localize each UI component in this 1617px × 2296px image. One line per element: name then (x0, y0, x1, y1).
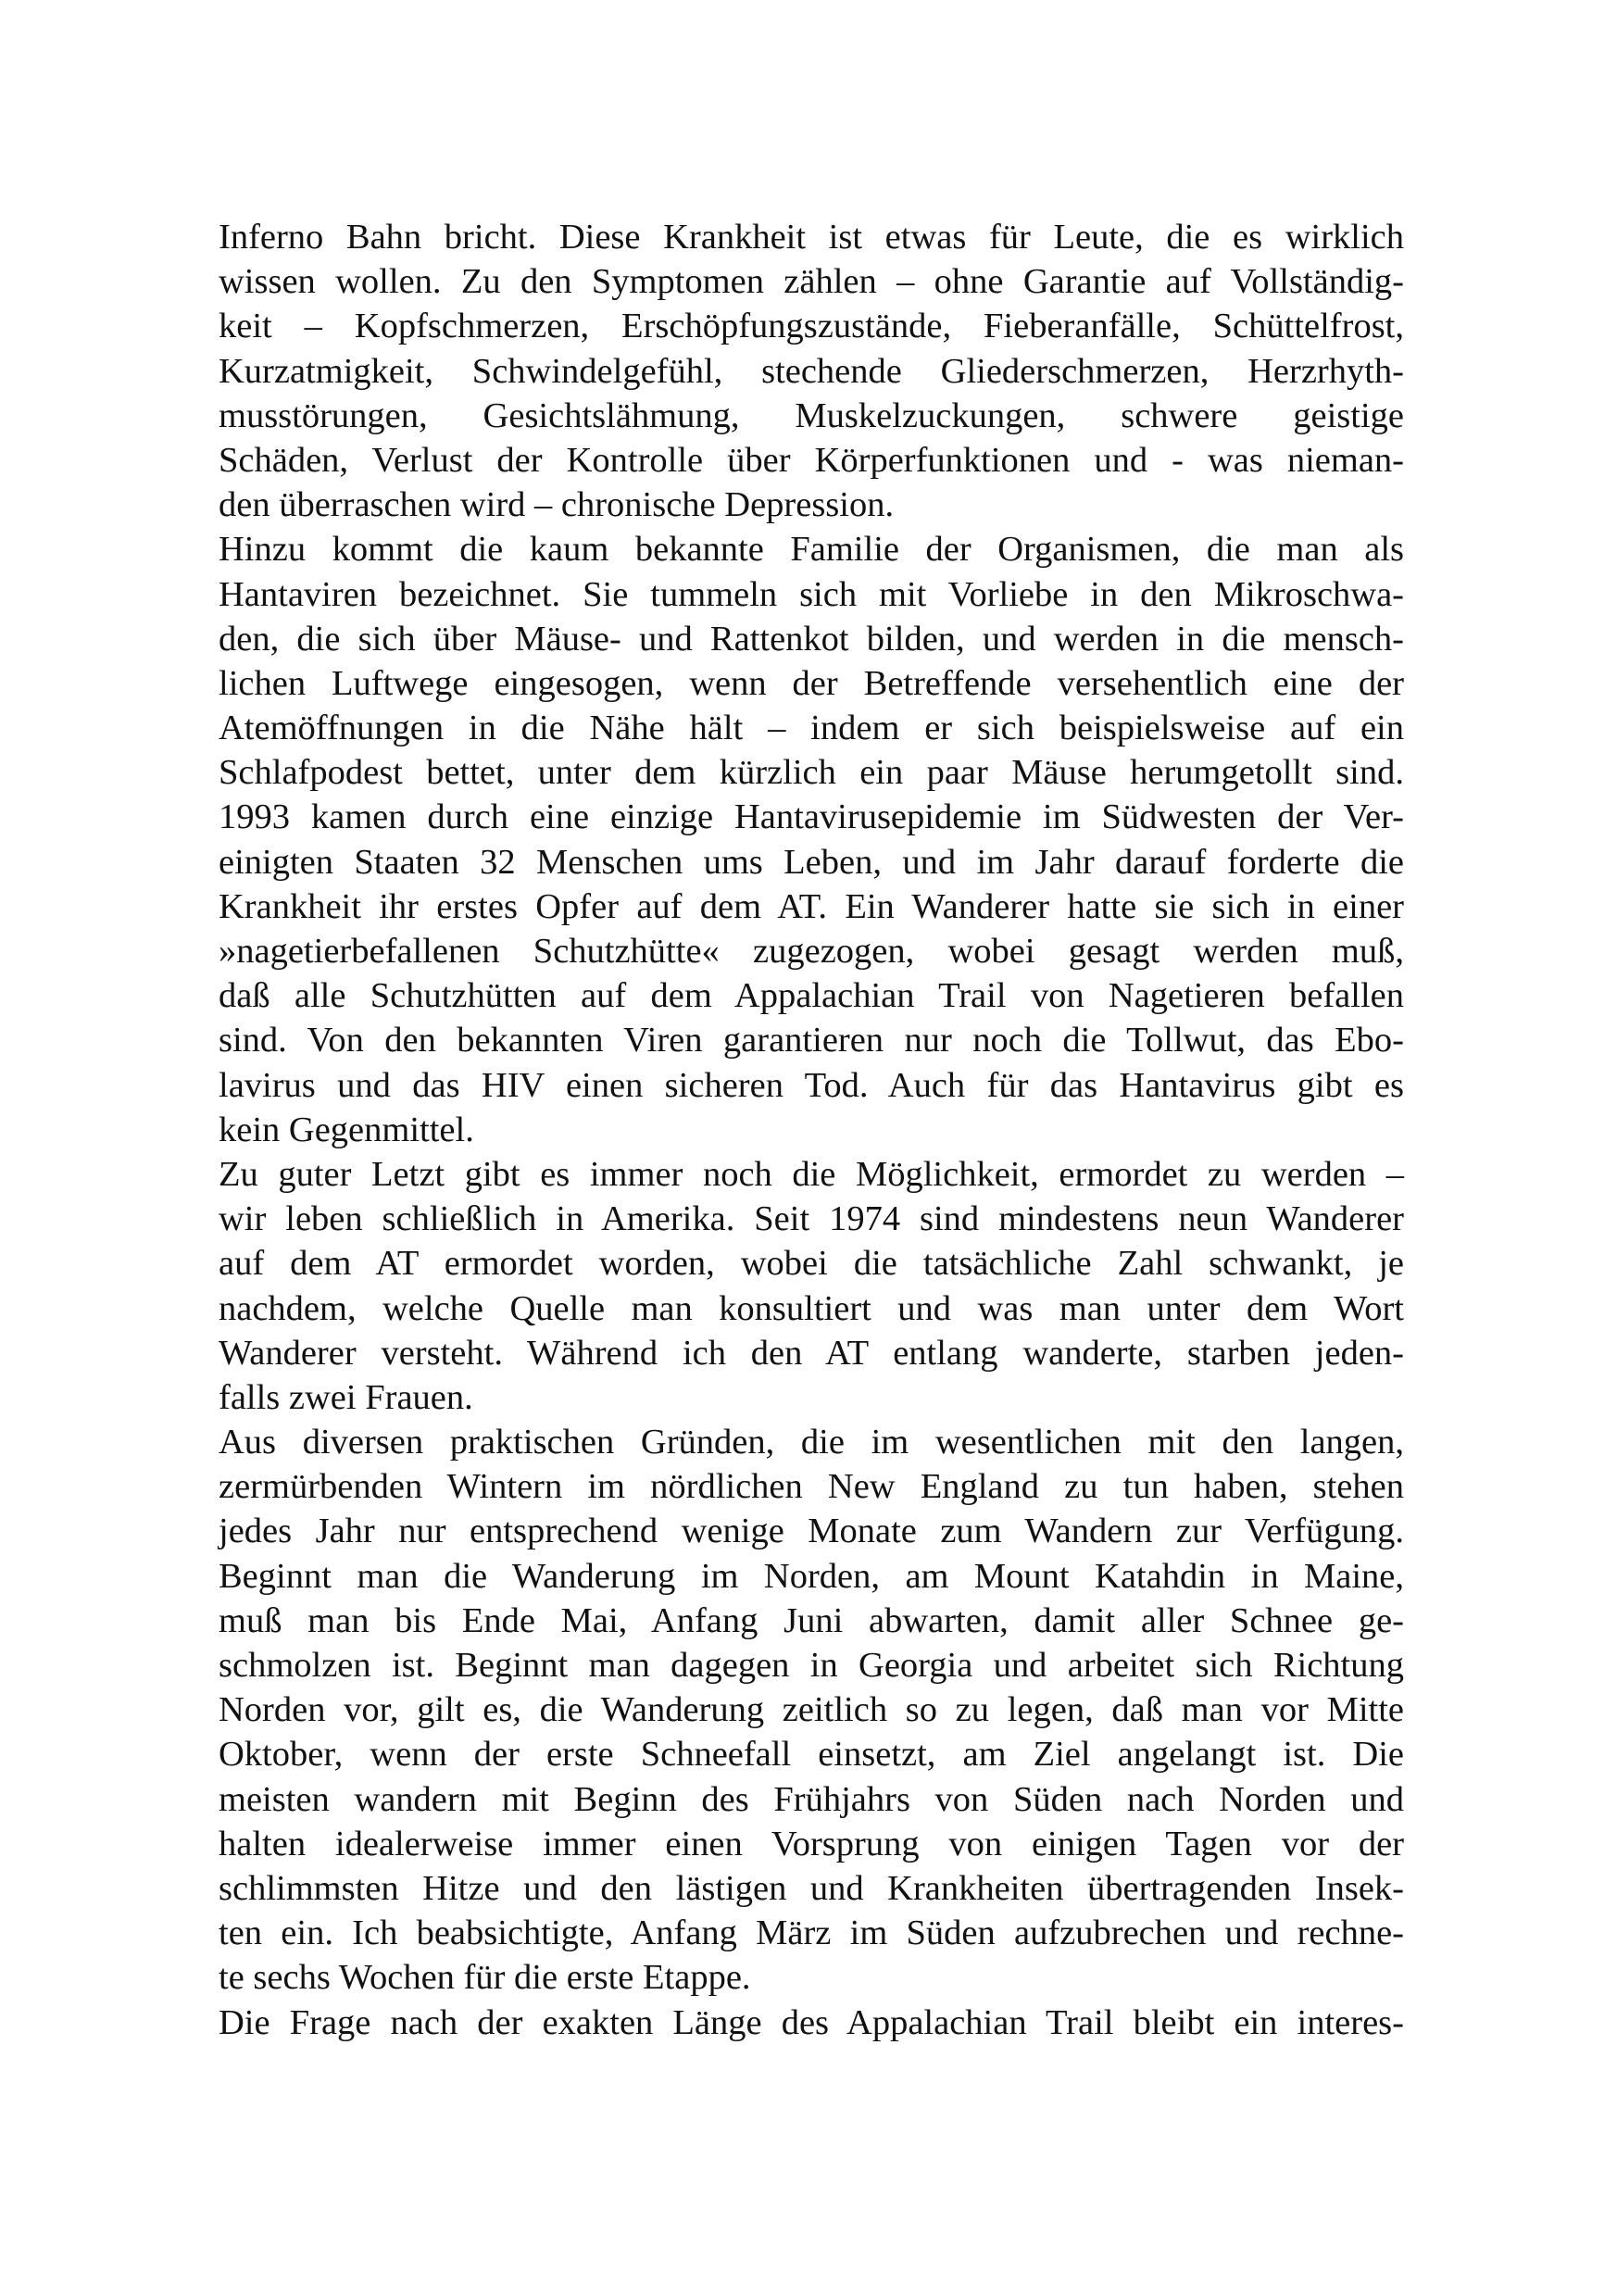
text-line: muß man bis Ende Mai, Anfang Juni abwarten, damit aller Schnee ge- (219, 1600, 1404, 1640)
text-line: lichen Luftwege eingesogen, wenn der Betreffende versehentlich eine der (219, 663, 1404, 703)
text-line: Norden vor, gilt es, die Wanderung zeitlich so zu legen, daß man vor Mitte (219, 1690, 1404, 1730)
text-line: Aus diversen praktischen Gründen, die im wesentlichen mit den langen, (219, 1423, 1404, 1462)
text-line: Atemöffnungen in die Nähe hält – indem er sich beispielsweise auf ein (219, 709, 1404, 748)
paragraph (219, 527, 1404, 1152)
text-line: Kurzatmigkeit, Schwindelgefühl, stechende Gliederschmerzen, Herzrhyth- (219, 351, 1404, 391)
text-line: Zu guter Letzt gibt es immer noch die Möglichkeit, ermordet zu werden – (219, 1154, 1404, 1194)
text-line: auf dem AT ermordet worden, wobei die tatsächliche Zahl schwankt, je (219, 1244, 1404, 1284)
text-line: nachdem, welche Quelle man konsultiert und was man unter dem Wort (219, 1288, 1404, 1328)
text-line: jedes Jahr nur entsprechend wenige Monate zum Wandern zur Verfügung. (219, 1512, 1404, 1551)
text-line: halten idealerweise immer einen Vorsprung von einigen Tagen vor der (219, 1824, 1404, 1863)
text-line: Die Frage nach der exakten Länge des Appalachian Trail bleibt ein interes- (219, 2002, 1404, 2042)
text-line: Schlafpodest bettet, unter dem kürzlich ein paar Mäuse herumgetollt sind. (219, 753, 1404, 793)
text-line: den, die sich über Mäuse- und Rattenkot bilden, und werden in die mensch- (219, 619, 1404, 659)
paragraph (219, 1152, 1404, 1420)
text-line: wir leben schließlich in Amerika. Seit 1974 sind mindestens neun Wanderer (219, 1199, 1404, 1239)
text-line: falls zwei Frauen. (219, 1377, 473, 1417)
text-line: schlimmsten Hitze und den lästigen und Krankheiten übertragenden Insek- (219, 1868, 1404, 1908)
text-line: Wanderer versteht. Während ich den AT entlang wanderte, starben jeden- (219, 1333, 1404, 1373)
text-line: meisten wandern mit Beginn des Frühjahrs von Süden nach Norden und (219, 1779, 1404, 1819)
text-line: Beginnt man die Wanderung im Norden, am Mount Katahdin in Maine, (219, 1556, 1404, 1596)
text-line: kein Gegenmittel. (219, 1110, 474, 1149)
text-line: zermürbenden Wintern im nördlichen New England zu tun haben, stehen (219, 1467, 1404, 1507)
text-line: wissen wollen. Zu den Symptomen zählen – ohne Garantie auf Vollständig- (219, 262, 1404, 302)
paragraph (219, 2001, 1404, 2045)
text-line: musstörungen, Gesichtslähmung, Muskelzuckungen, schwere geistige (219, 395, 1404, 435)
text-line: Hinzu kommt die kaum bekannte Familie der Organismen, die man als (219, 530, 1404, 570)
text-line: »nagetierbefallenen Schutzhütte« zugezogen, wobei gesagt werden muß, (219, 932, 1404, 971)
text-line: Krankheit ihr erstes Opfer auf dem AT. Ein Wanderer hatte sie sich in einer (219, 886, 1404, 926)
paragraph (219, 215, 1404, 527)
text-line: daß alle Schutzhütten auf dem Appalachian Trail von Nagetieren befallen (219, 976, 1404, 1016)
text-line: Oktober, wenn der erste Schneefall einsetzt, am Ziel angelangt ist. Die (219, 1735, 1404, 1775)
text-line: lavirus und das HIV einen sicheren Tod. Auch für das Hantavirus gibt es (219, 1065, 1404, 1105)
text-line: keit – Kopfschmerzen, Erschöpfungszustände, Fieberanfälle, Schüttelfrost, (219, 307, 1404, 346)
text-line: te sechs Wochen für die erste Etappe. (219, 1958, 751, 1998)
text-line: sind. Von den bekannten Viren garantieren nur noch die Tollwut, das Ebo- (219, 1021, 1404, 1060)
text-line: Hantaviren bezeichnet. Sie tummeln sich mit Vorliebe in den Mikroschwa- (219, 574, 1404, 614)
text-line: 1993 kamen durch eine einzige Hantavirusepidemie im Südwesten der Ver- (219, 797, 1404, 837)
paragraph (219, 1420, 1404, 2000)
text-line: schmolzen ist. Beginnt man dagegen in Georgia und arbeitet sich Richtung (219, 1646, 1404, 1685)
body-text (219, 215, 1404, 2045)
text-line: Schäden, Verlust der Kontrolle über Körperfunktionen und - was nieman- (219, 440, 1404, 480)
text-line: einigten Staaten 32 Menschen ums Leben, und im Jahr darauf forderte die (219, 842, 1404, 882)
text-line: Inferno Bahn bricht. Diese Krankheit ist etwas für Leute, die es wirklich (219, 218, 1404, 257)
text-line: den überraschen wird – chronische Depression. (219, 485, 895, 525)
text-line: ten ein. Ich beabsichtigte, Anfang März im Süden aufzubrechen und rechne- (219, 1913, 1404, 1953)
